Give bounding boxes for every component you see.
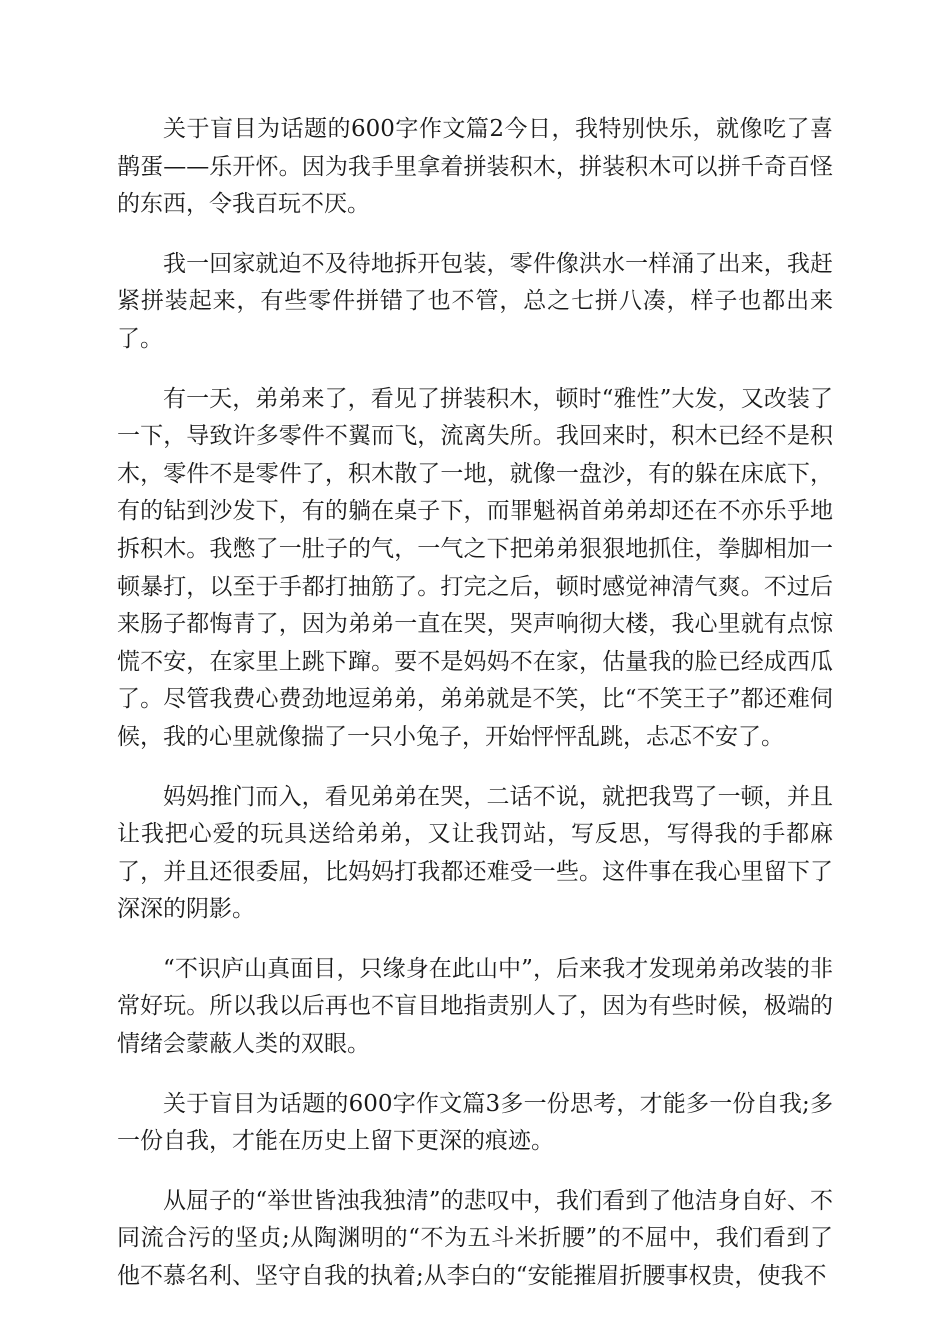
paragraph-5: “不识庐山真面目，只缘身在此山中”，后来我才发现弟弟改装的非常好玩。所以我以后再也不盲目地指责别人了，因为有些时候，极端的情绪会蒙蔽人类的双眼。 [117, 955, 833, 1058]
document-body [117, 111, 833, 1318]
paragraph-6: 关于盲目为话题的600字作文篇3多一份思考，才能多一份自我;多一份自我，才能在历史上留下更深的痕迹。 [117, 1090, 833, 1155]
paragraph-4: 妈妈推门而入，看见弟弟在哭，二话不说，就把我骂了一顿，并且让我把心爱的玩具送给弟弟，又让我罚站，写反思，写得我的手都麻了，并且还很委屈，比妈妈打我都还难受一些。这件事在我心里留下了深深的阴影。 [117, 783, 833, 923]
paragraph-2: 我一回家就迫不及待地拆开包装，零件像洪水一样涌了出来，我赶紧拼装起来，有些零件拼错了也不管，总之七拼八凑，样子也都出来了。 [117, 250, 833, 352]
paragraph-7: 从屈子的“举世皆浊我独清”的悲叹中，我们看到了他洁身自好、不同流合污的坚贞;从陶渊明的“不为五斗米折腰”的不屈中，我们看到了他不慕名利、坚守自我的执着;从李白的“安能摧眉折腰事权贵，使我不 [117, 1187, 833, 1290]
paragraph-3: 有一天，弟弟来了，看见了拼装积木，顿时“雅性”大发，又改装了一下，导致许多零件不翼而飞，流离失所。我回来时，积木已经不是积木，零件不是零件了，积木散了一地，就像一盘沙，有的躲在床底下，有的钻到沙发下，有的躺在桌子下，而罪魁祸首弟弟却还在不亦乐乎地拆积木。我憋了一肚子的气，一气之下把弟弟狠狠地抓住，拳脚相加一顿暴打，以至于手都打抽筋了。打完之后，顿时感觉神清气爽。不过后来肠子都悔青了，因为弟弟一直在哭，哭声响彻大楼，我心里就有点惊慌不安，在家里上跳下蹿。要不是妈妈不在家，估量我的脸已经成西瓜了。尽管我费心费劲地逗弟弟，弟弟就是不笑，比“不笑王子”都还难伺候，我的心里就像揣了一只小兔子，开始怦怦乱跳，忐忑不安了。 [117, 385, 833, 750]
paragraph-1: 关于盲目为话题的600字作文篇2今日，我特别快乐，就像吃了喜鹊蛋——乐开怀。因为我手里拿着拼装积木，拼装积木可以拼千奇百怪的东西，令我百玩不厌。 [117, 116, 833, 218]
